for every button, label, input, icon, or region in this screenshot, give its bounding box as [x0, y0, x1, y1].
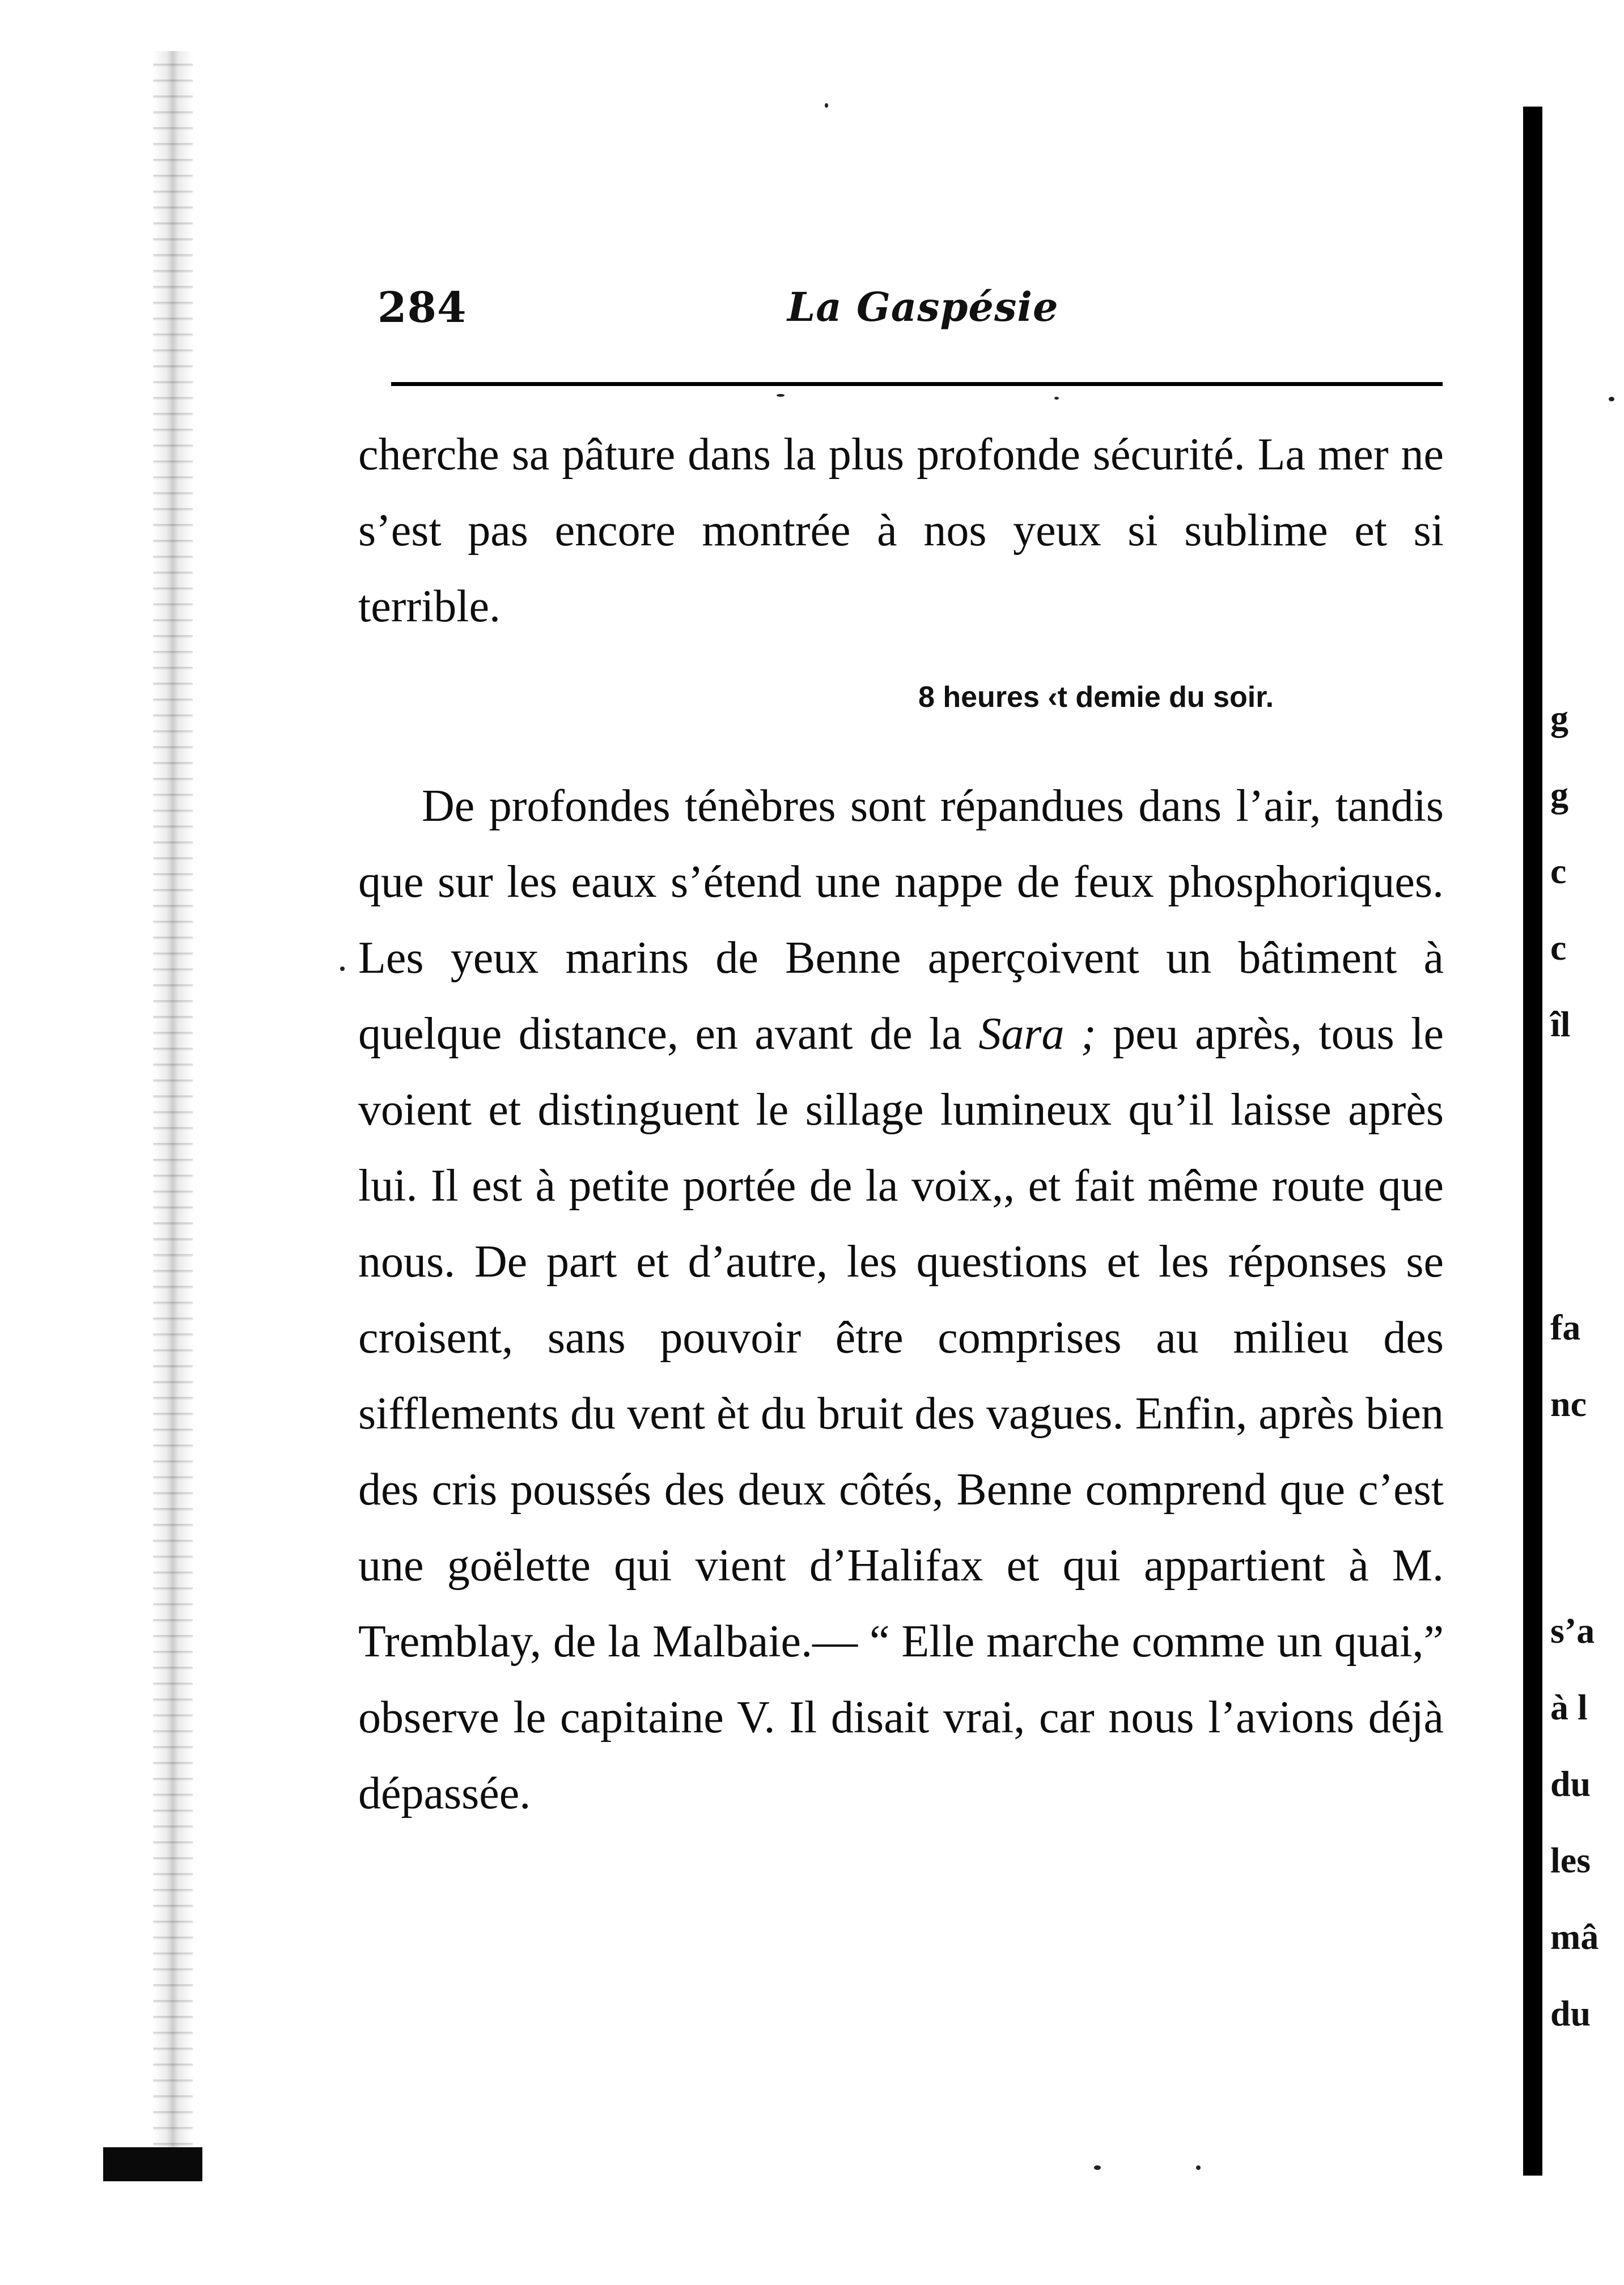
facing-fragment: g [1550, 774, 1568, 815]
facing-fragment: mâ [1550, 1917, 1599, 1957]
scan-speck [777, 394, 785, 397]
binding-shadow-dark [103, 2147, 202, 2181]
facing-fragment: nc [1550, 1384, 1587, 1424]
ship-name: Sara ; [978, 1009, 1096, 1059]
facing-fragment: fa [1550, 1307, 1581, 1347]
paragraph-2-text-b: peu après, tous le voient et distinguent le sillage lumineux qu’il laisse après lui. Il est à petite portée de la voix,, et fait même route que nous. De part et d’autre, les questions et les réponses se croisent, sans pouvoir être comprises au milieu des sifflements du vent èt du bruit des vagues. Enfin, après bien des cris poussés des deux côtés, Benne comprend que c’est une goëlette qui vient d’Halifax et qui appartient à M. Tremblay, de la Malbaie.— “ Elle marche comme un quai,” observe le capitaine V. Il disait vrai, car nous l’avions déjà dépassée. [358, 1009, 1444, 1818]
facing-page-fragments [1550, 697, 1624, 2058]
book-title: La Gaspésie [787, 283, 1059, 330]
facing-fragment: c [1550, 927, 1567, 968]
paragraph-2-text-a: De profondes ténèbres sont répandues dans l’air, tandis que sur les eaux s’étend une nappe de feux phosphoriques. Les yeux marins de Benne aperçoivent un bâtiment à quelque distance, en avant de la [358, 781, 1444, 1059]
scan-speck [1196, 2165, 1201, 2170]
header-rule [391, 382, 1443, 386]
facing-fragment: îl [1550, 1004, 1571, 1044]
running-header [378, 283, 1443, 346]
scan-speck [340, 966, 345, 971]
facing-fragment: les [1550, 1840, 1591, 1880]
facing-fragment: du [1550, 1993, 1591, 2033]
facing-fragment: c [1550, 851, 1567, 891]
scan-speck [825, 103, 828, 108]
page-edge-rule [1523, 107, 1542, 2176]
date-line: 8 heures ‹t demie du soir. [918, 681, 1274, 714]
page-number: 284 [378, 283, 467, 332]
scan-speck [1094, 2165, 1101, 2170]
paragraph-2 [358, 768, 1444, 2072]
facing-fragment: du [1550, 1763, 1591, 1804]
facing-fragment: s’a [1550, 1610, 1595, 1651]
facing-fragment: g [1550, 698, 1568, 738]
scan-speck [1609, 397, 1614, 401]
facing-fragment: à l [1550, 1687, 1588, 1727]
paragraph-1: cherche sa pâture dans la plus profonde sécurité. La mer ne s’est pas encore montrée à nos yeux si sublime et si terrible. [358, 430, 1444, 631]
binding-shadow [153, 51, 193, 2160]
scan-speck [1054, 397, 1059, 400]
